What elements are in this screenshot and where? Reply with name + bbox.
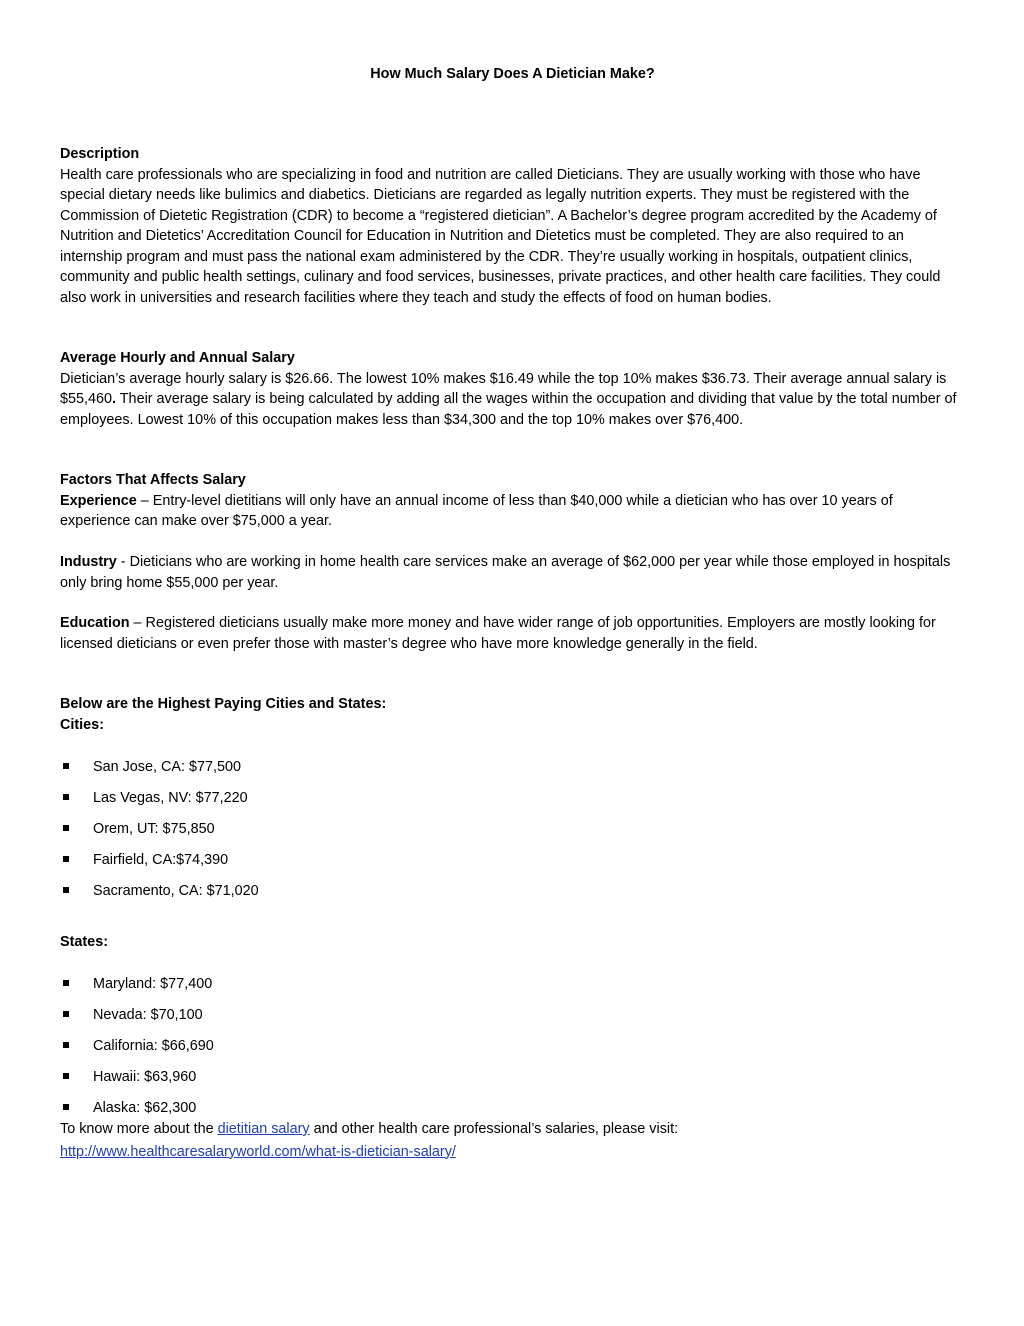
bullet-square-icon — [63, 856, 69, 862]
factor-industry — [60, 552, 965, 593]
factor-industry-label: Industry — [60, 554, 117, 570]
footer-text — [60, 1119, 965, 1140]
bullet-square-icon — [63, 1011, 69, 1017]
state-text: Nevada: $70,100 — [93, 1007, 203, 1023]
city-text: Fairfield, CA:$74,390 — [93, 852, 229, 868]
state-text: Maryland: $77,400 — [93, 976, 213, 992]
states-list — [60, 974, 965, 1119]
cities-list-block — [60, 757, 965, 912]
description-body: Health care professionals who are specializing in food and nutrition are called Dieticians. They are usually working with those who have special dietary needs like bulimics and diabetics. Dieticians are regarded as legally nutrition experts. They must be registered with the Commission of Dietetic Registration (CDR) to become a “registered dietician”. A Bachelor’s degree program accredited by the Academy of Nutrition and Dietetics’ Accreditation Council for Education in Nutrition and Dietetics must be completed. They are also required to an internship program and must pass the national exam administered by the CDR. They’re usually working in hospitals, outpatient clinics, community and public health settings, culinary and food services, businesses, private practices, and other health care facilities. They could also work in universities and research facilities where they teach and study the effects of food on human bodies. — [60, 166, 941, 306]
factor-industry-block — [60, 552, 965, 593]
description-heading: Description — [60, 146, 140, 162]
state-text: Alaska: $62,300 — [93, 1100, 197, 1116]
average-salary-body — [60, 369, 965, 431]
average-salary-section — [60, 348, 965, 430]
list-item — [60, 819, 965, 850]
bullet-square-icon — [63, 980, 69, 986]
healthcaresalaryworld-url-link[interactable]: http://www.healthcaresalaryworld.com/what-is-dietician-salary/ — [60, 1143, 456, 1160]
list-item — [60, 1005, 965, 1036]
dietitian-salary-link[interactable]: dietitian salary — [217, 1121, 310, 1137]
state-text: Hawaii: $63,960 — [93, 1069, 197, 1085]
average-salary-body-part1: Dietician’s average hourly salary is $26.66. The lowest 10% makes $16.49 while the top 10% makes $36.73. Their average annual salary is $55,460 — [60, 370, 947, 407]
state-text: California: $66,690 — [93, 1038, 214, 1054]
bullet-square-icon — [63, 763, 69, 769]
list-item — [60, 974, 965, 1005]
states-label-block — [60, 932, 965, 953]
page-title: How Much Salary Does A Dietician Make? — [370, 66, 655, 82]
list-item — [60, 757, 965, 788]
average-salary-body-part2: Their average salary is being calculated by adding all the wages within the occupation and dividing that value by the total number of employees. Lowest 10% of this occupation makes less than $34,300 and the top 10% makes over $76,400. — [60, 391, 957, 428]
footer-url-line — [60, 1142, 965, 1163]
average-salary-bold-period: . — [112, 391, 117, 407]
list-item — [60, 788, 965, 819]
factors-heading: Factors That Affects Salary — [60, 472, 246, 488]
city-text: Las Vegas, NV: $77,220 — [93, 790, 248, 806]
factor-experience-text: – Entry-level dietitians will only have an annual income of less than $40,000 while a dietician who has over 10 years of experience can make over $75,000 a year. — [60, 492, 893, 529]
bullet-square-icon — [63, 1073, 69, 1079]
city-text: Orem, UT: $75,850 — [93, 821, 215, 837]
highest-paying-heading: Below are the Highest Paying Cities and States: — [60, 696, 387, 712]
list-item — [60, 881, 965, 912]
factor-education — [60, 613, 965, 654]
footer-text-after: and other health care professional’s salaries, please visit: — [309, 1121, 679, 1137]
bullet-square-icon — [63, 794, 69, 800]
factors-section — [60, 470, 965, 532]
cities-list — [60, 757, 965, 912]
highest-paying-section — [60, 694, 965, 735]
factor-experience — [60, 491, 965, 532]
list-item — [60, 1067, 965, 1098]
bullet-square-icon — [63, 1104, 69, 1110]
bullet-square-icon — [63, 1042, 69, 1048]
average-salary-heading: Average Hourly and Annual Salary — [60, 350, 295, 366]
footer-text-before: To know more about the — [60, 1121, 218, 1137]
factor-education-block — [60, 613, 965, 654]
list-item — [60, 850, 965, 881]
list-item — [60, 1098, 965, 1119]
bullet-square-icon — [63, 887, 69, 893]
cities-label: Cities: — [60, 716, 104, 733]
factor-industry-text: - Dieticians who are working in home health care services make an average of $62,000 per year while those employed in hospitals only bring home $55,000 per year. — [60, 554, 951, 591]
factor-education-label: Education — [60, 615, 130, 631]
city-text: San Jose, CA: $77,500 — [93, 759, 242, 775]
footer-section — [60, 1119, 965, 1162]
city-text: Sacramento, CA: $71,020 — [93, 883, 259, 899]
description-section — [60, 144, 965, 308]
factor-experience-label: Experience — [60, 492, 137, 509]
factor-education-text: – Registered dieticians usually make more money and have wider range of job opportunities. Employers are mostly looking for licensed dieticians or even prefer those with master’s degree who have more knowledge generally in the field. — [60, 615, 936, 652]
states-label: States: — [60, 934, 108, 950]
bullet-square-icon — [63, 825, 69, 831]
list-item — [60, 1036, 965, 1067]
states-list-block — [60, 974, 965, 1119]
